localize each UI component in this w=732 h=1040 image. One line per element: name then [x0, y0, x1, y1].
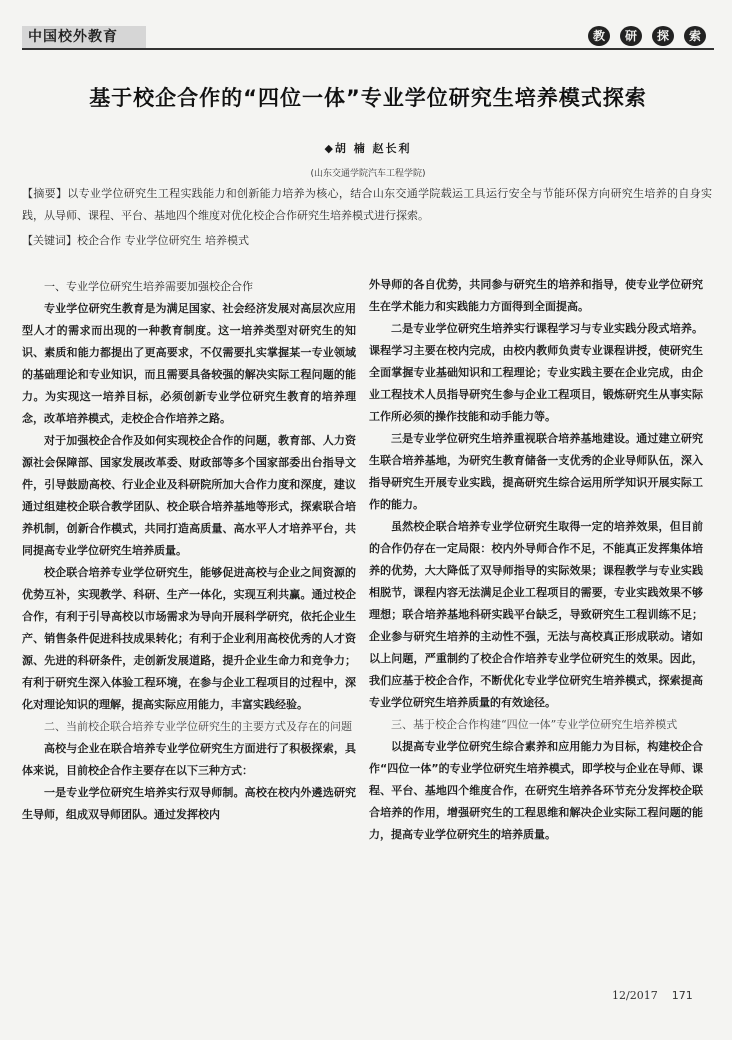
column-label	[588, 26, 706, 48]
abstract-text: 以专业学位研究生工程实践能力和创新能力培养为核心，结合山东交通学院载运工具运行安全与节能环保方向研究生培养的自身实践，从导师、课程、平台、基地四个维度对优化校企合作研究生培养模式进行探索。	[22, 187, 713, 222]
body-paragraph: 虽然校企联合培养专业学位研究生取得一定的培养效果，但目前的合作仍存在一定局限：校内外导师合作不足，不能真正发挥集体培养的优势，大大降低了双导师指导的实际效果；课程教学与专业实践相脱节，课程内容无法满足企业工程项目的需要，专业实践效果不够理想；联合培养基地科研实践平台缺乏，导致研究生工程训练不足；企业参与研究生培养的主动性不强，无法与高校真正形成联动。诸如以上问题，严重制约了校企合作培养专业学位研究生的效果。因此，我们应基于校企合作，不断优化专业学位研究生培养模式，探索提高专业学位研究生培养质量的有效途径。	[369, 520, 703, 709]
journal-name: 中国校外教育	[22, 26, 146, 48]
body-column-left	[22, 276, 356, 826]
section-heading: 二、当前校企联合培养专业学位研究生的主要方式及存在的问题	[44, 720, 352, 733]
keywords-text: 校企合作 专业学位研究生 培养模式	[77, 234, 249, 247]
abstract-label: 【摘要】	[22, 187, 68, 200]
body-paragraph: 对于加强校企合作及如何实现校企合作的问题，教育部、人力资源社会保障部、国家发展改革委、财政部等多个国家部委出台指导文件，引导鼓励高校、行业企业及科研院所加大合作力度和深度，建议通过组建校企联合教学团队、校企联合培养基地等形式，探索联合培养机制，创新合作模式，共同打造高质量、高水平人才培养平台，共同提高专业学位研究生培养质量。	[22, 434, 356, 557]
column-char-3: 探	[652, 26, 674, 46]
author-affiliation: (山东交通学院汽车工程学院)	[310, 169, 426, 179]
section-heading: 一、专业学位研究生培养需要加强校企合作	[44, 280, 253, 293]
keywords-label: 【关键词】	[22, 234, 77, 247]
body-paragraph: 二是专业学位研究生培养实行课程学习与专业实践分段式培养。课程学习主要在校内完成，由校内教师负责专业课程讲授，使研究生全面掌握专业基础知识和工程理论；专业实践主要在企业完成，由企业工程技术人员指导研究生参与企业工程项目，锻炼研究生从事实际工作所必须的操作技能和动手能力等。	[369, 322, 703, 423]
column-char-2: 研	[620, 26, 642, 46]
running-header	[22, 26, 714, 50]
column-char-1: 教	[588, 26, 610, 46]
column-char-4: 索	[684, 26, 706, 46]
article-title: 基于校企合作的“四位一体”专业学位研究生培养模式探索	[89, 86, 647, 110]
page-number: 171	[671, 989, 693, 1002]
body-column-right	[369, 274, 703, 846]
section-heading: 三、基于校企合作构建“四位一体”专业学位研究生培养模式	[391, 718, 678, 731]
body-paragraph: 高校与企业在联合培养专业学位研究生方面进行了积极探索，具体来说，目前校企合作主要存在以下三种方式：	[22, 742, 356, 777]
body-paragraph: 以提高专业学位研究生综合素养和应用能力为目标，构建校企合作“四位一体”的专业学位研究生培养模式，即学校与企业在导师、课程、平台、基地四个维度合作，在研究生培养各环节充分发挥校企联合培养的作用，增强研究生的工程思维和解决企业实际工程问题的能力，提高专业学位研究生的培养质量。	[369, 740, 703, 841]
page-footer	[612, 989, 693, 1002]
keywords	[22, 230, 712, 252]
abstract	[22, 183, 712, 227]
article-authors: ◆胡 楠 赵长利	[324, 142, 412, 155]
body-paragraph: 三是专业学位研究生培养重视联合培养基地建设。通过建立研究生联合培养基地，为研究生教育储备一支优秀的企业导师队伍，深入指导研究生开展专业实践，提高研究生综合运用所学知识开展实际工作的能力。	[369, 432, 703, 511]
body-paragraph: 外导师的各自优势，共同参与研究生的培养和指导，使专业学位研究生在学术能力和实践能力方面得到全面提高。	[369, 278, 703, 313]
body-paragraph: 专业学位研究生教育是为满足国家、社会经济发展对高层次应用型人才的需求而出现的一种教育制度。这一培养类型对研究生的知识、素质和能力都提出了更高要求，不仅需要扎实掌握某一专业领域的基础理论和专业知识，而且需要具备较强的解决实际工程问题的能力。为实现这一培养目标，必须创新专业学位研究生教育的培养理念，改革培养模式，走校企合作培养之路。	[22, 302, 356, 425]
body-paragraph: 一是专业学位研究生培养实行双导师制。高校在校内外遴选研究生导师，组成双导师团队。通过发挥校内	[22, 786, 356, 821]
issue-number: 12/2017	[612, 989, 658, 1002]
body-paragraph: 校企联合培养专业学位研究生，能够促进高校与企业之间资源的优势互补，实现教学、科研、生产一体化，实现互利共赢。通过校企合作，有利于引导高校以市场需求为导向开展科学研究，依托企业生产、销售条件促进科技成果转化；有利于企业利用高校优秀的人才资源、先进的科研条件，走创新发展道路，提升企业生命力和竞争力；有利于研究生深入体验工程环境，在参与企业工程项目的过程中，深化对理论知识的理解，提高实际应用能力，丰富实践经验。	[22, 566, 356, 711]
